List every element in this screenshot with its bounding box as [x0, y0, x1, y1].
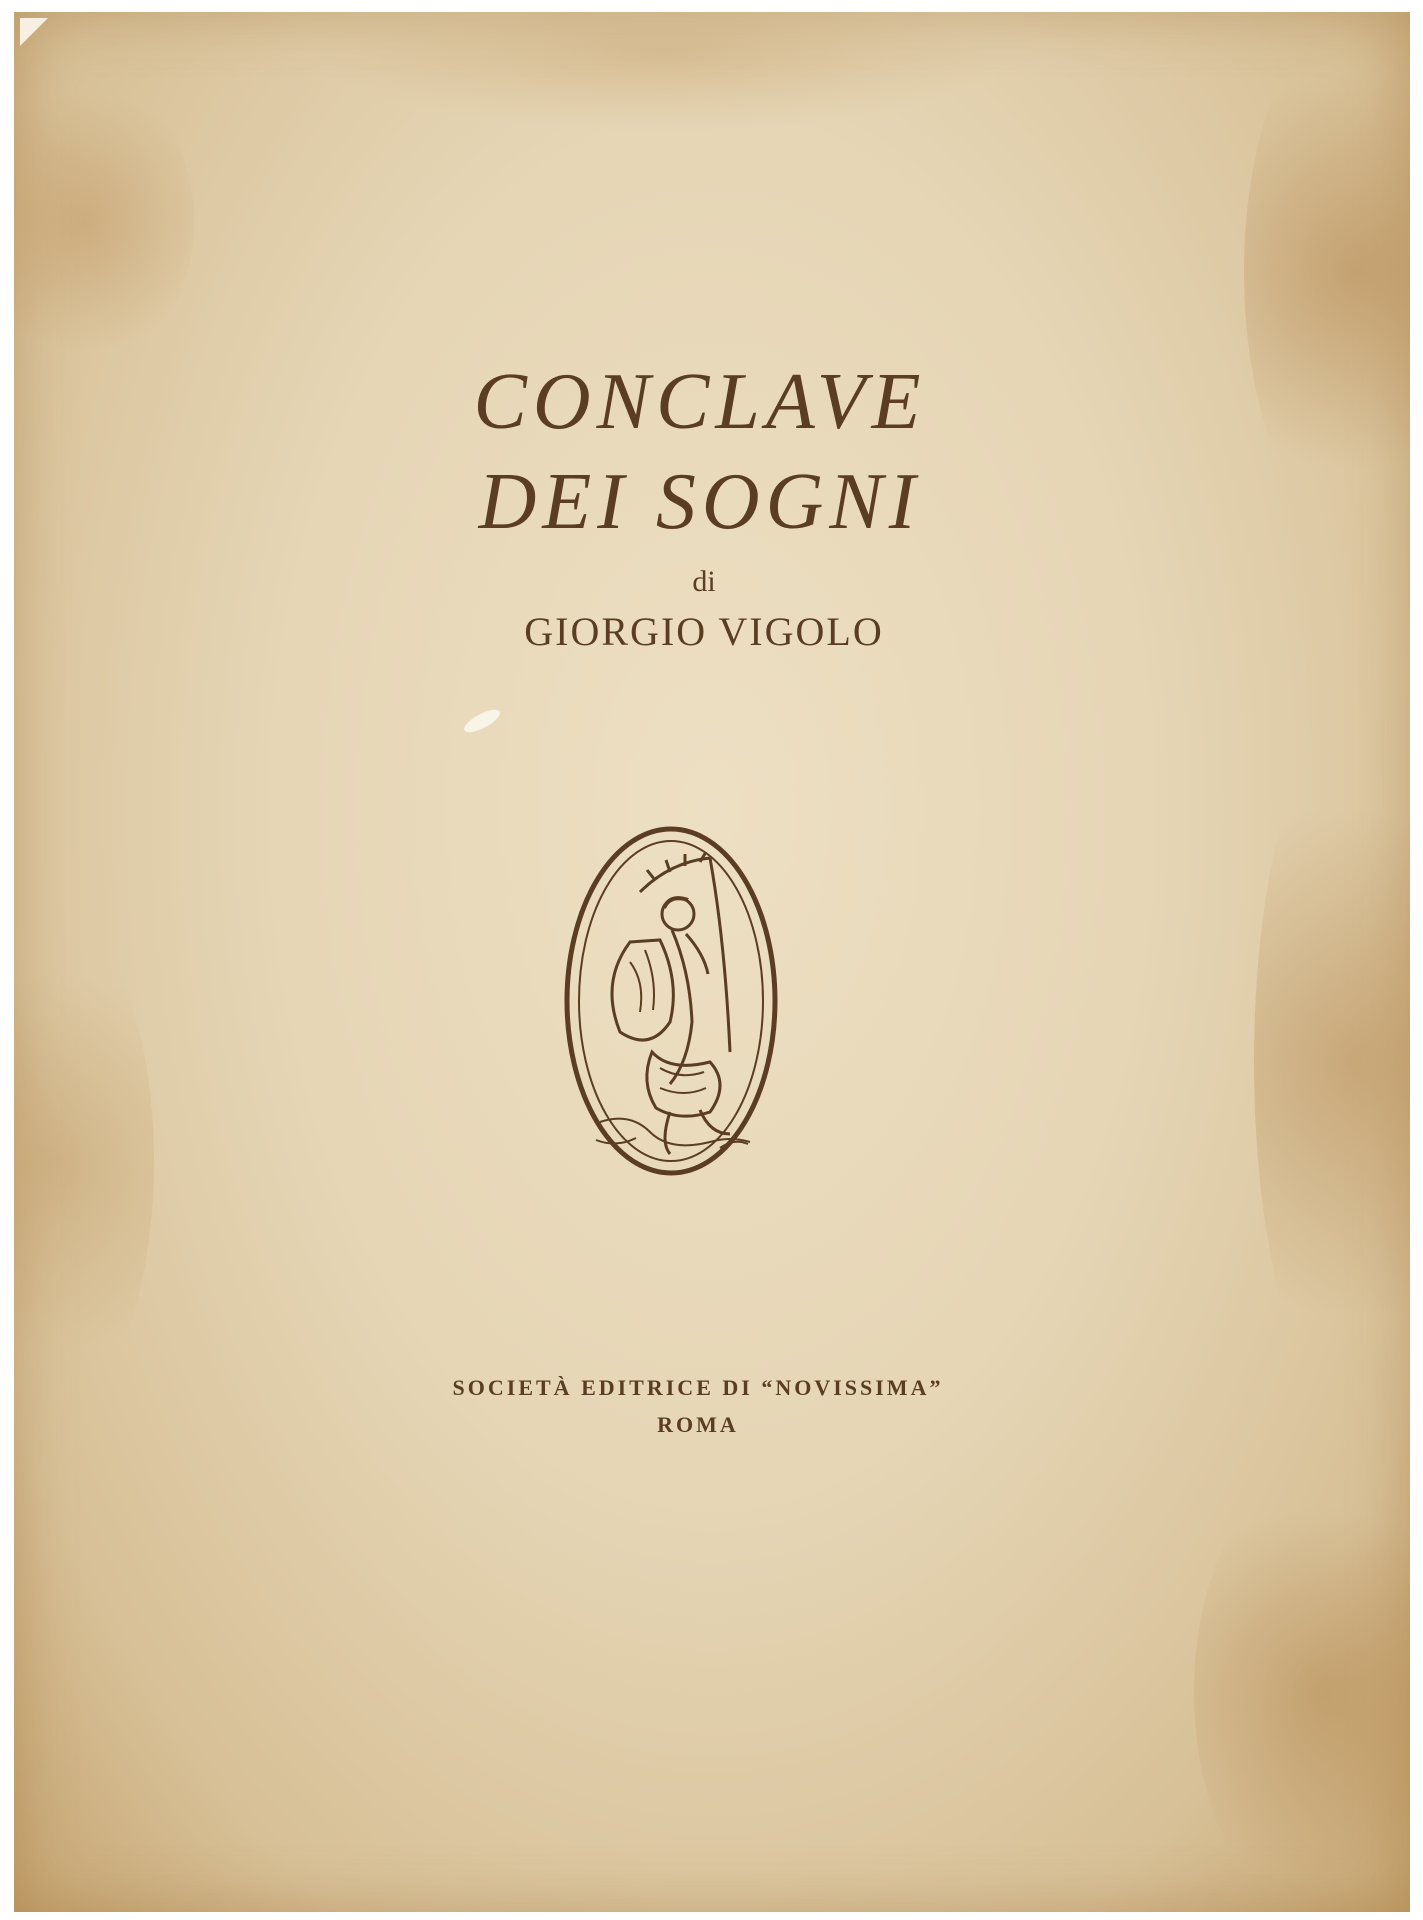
scuff-mark — [461, 705, 503, 736]
torn-corner — [20, 18, 48, 46]
author-name: GIORGIO VIGOLO — [524, 609, 884, 654]
byline: di — [692, 565, 716, 598]
book-cover — [14, 12, 1410, 1912]
publisher-name: SOCIETÀ EDITRICE DI “NOVISSIMA” — [452, 1375, 944, 1400]
foxing-stain — [1254, 712, 1410, 1412]
foxing-stain — [314, 12, 1014, 132]
title-line-2: DEI SOGNI — [478, 458, 922, 546]
foxing-stain — [1194, 1462, 1410, 1912]
foxing-stain — [14, 912, 154, 1412]
publisher-city: ROMA — [657, 1412, 739, 1437]
title-line-1: CONCLAVE — [473, 358, 927, 446]
foxing-stain — [14, 72, 194, 372]
oval-emblem-icon — [560, 822, 782, 1180]
foxing-stain — [1244, 12, 1410, 532]
